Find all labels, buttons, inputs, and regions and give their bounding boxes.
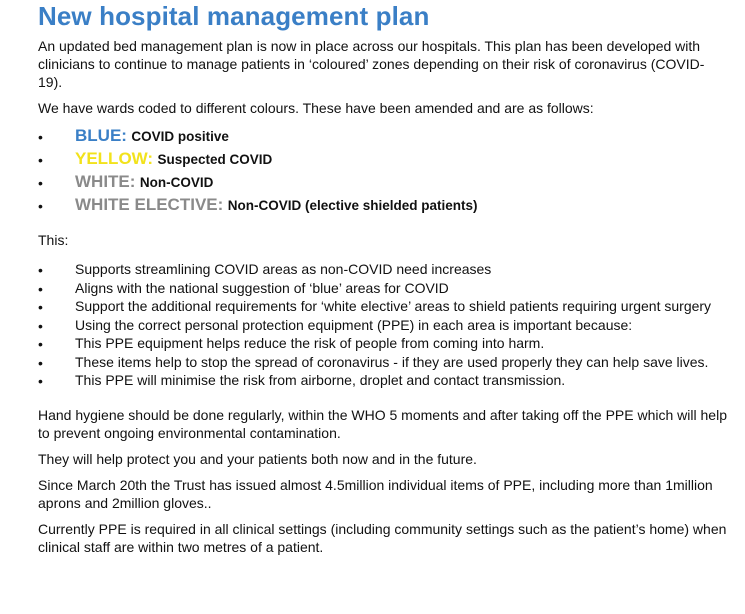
benefit-text: This PPE equipment helps reduce the risk of people from coming into harm.: [75, 335, 545, 351]
zone-name-blue: BLUE:: [75, 126, 127, 145]
zone-name-yellow: YELLOW:: [75, 149, 154, 168]
benefit-item: [38, 353, 728, 372]
bullet-icon: •: [38, 175, 43, 191]
wards-intro-paragraph: We have wards coded to different colours. These have been amended and are as follows:: [38, 100, 594, 116]
ppe-supply-paragraph: Since March 20th the Trust has issued almost 4.5million individual items of PPE, including more than 1million aprons and 2million gloves..: [38, 476, 713, 511]
this-label: This:: [38, 232, 69, 248]
page-title: New hospital management plan: [38, 1, 430, 31]
benefit-text: These items help to stop the spread of coronavirus - if they are used properly they can help save lives.: [75, 353, 709, 370]
protection-paragraph: They will help protect you and your patients both now and in the future.: [38, 450, 477, 467]
zone-name-white: WHITE:: [75, 172, 136, 191]
intro-paragraph: An updated bed management plan is now in place across our hospitals. This plan has been developed with clinicians to continue to manage patients in ‘coloured’ zones depending on their risk of coronavirus (COVID-19).: [38, 38, 705, 90]
benefit-text: Supports streamlining COVID areas as non-COVID need increases: [75, 261, 492, 277]
bullet-icon: •: [38, 280, 43, 297]
benefit-text: Aligns with the national suggestion of ‘blue’ areas for COVID: [75, 279, 449, 296]
bullet-icon: •: [38, 129, 43, 145]
bullet-icon: •: [38, 317, 43, 334]
zone-item-yellow: [38, 147, 728, 170]
bullet-icon: •: [38, 152, 43, 168]
benefit-item: [38, 297, 728, 316]
benefit-text: Using the correct personal protection equipment (PPE) in each area is important because:: [75, 316, 633, 333]
bullet-icon: •: [38, 198, 43, 214]
zone-desc-yellow: Suspected COVID: [157, 152, 273, 167]
benefit-item: [38, 279, 728, 298]
ward-zone-list: [38, 124, 728, 216]
ppe-requirement-paragraph: Currently PPE is required in all clinical settings (including community settings such as the patient’s home) when clinical staff are within two metres of a patient.: [38, 520, 727, 555]
benefit-text: This PPE will minimise the risk from airborne, droplet and contact transmission.: [75, 372, 566, 388]
benefits-list: [38, 260, 728, 390]
benefit-text: Support the additional requirements for ‘white elective’ areas to shield patients requiring urgent surgery: [75, 298, 712, 314]
benefit-item: [38, 260, 728, 279]
zone-item-white-elective: [38, 193, 728, 216]
bullet-icon: •: [38, 262, 43, 278]
bullet-icon: •: [38, 354, 43, 371]
benefit-item: [38, 334, 728, 353]
zone-desc-white: Non-COVID: [139, 175, 214, 190]
zone-desc-blue: COVID positive: [131, 129, 229, 144]
hand-hygiene-paragraph: Hand hygiene should be done regularly, within the WHO 5 moments and after taking off the PPE which will help to prevent ongoing environmental contamination.: [38, 406, 727, 441]
zone-name-white-elective: WHITE ELECTIVE:: [75, 195, 224, 214]
benefit-item: [38, 316, 728, 335]
zone-item-blue: [38, 124, 728, 147]
benefit-item: [38, 371, 728, 390]
bullet-icon: •: [38, 299, 43, 315]
zone-desc-white-elective: Non-COVID (elective shielded patients): [227, 198, 478, 213]
document-page: [38, 0, 728, 556]
bullet-icon: •: [38, 373, 43, 389]
bullet-icon: •: [38, 336, 43, 352]
zone-item-white: [38, 170, 728, 193]
